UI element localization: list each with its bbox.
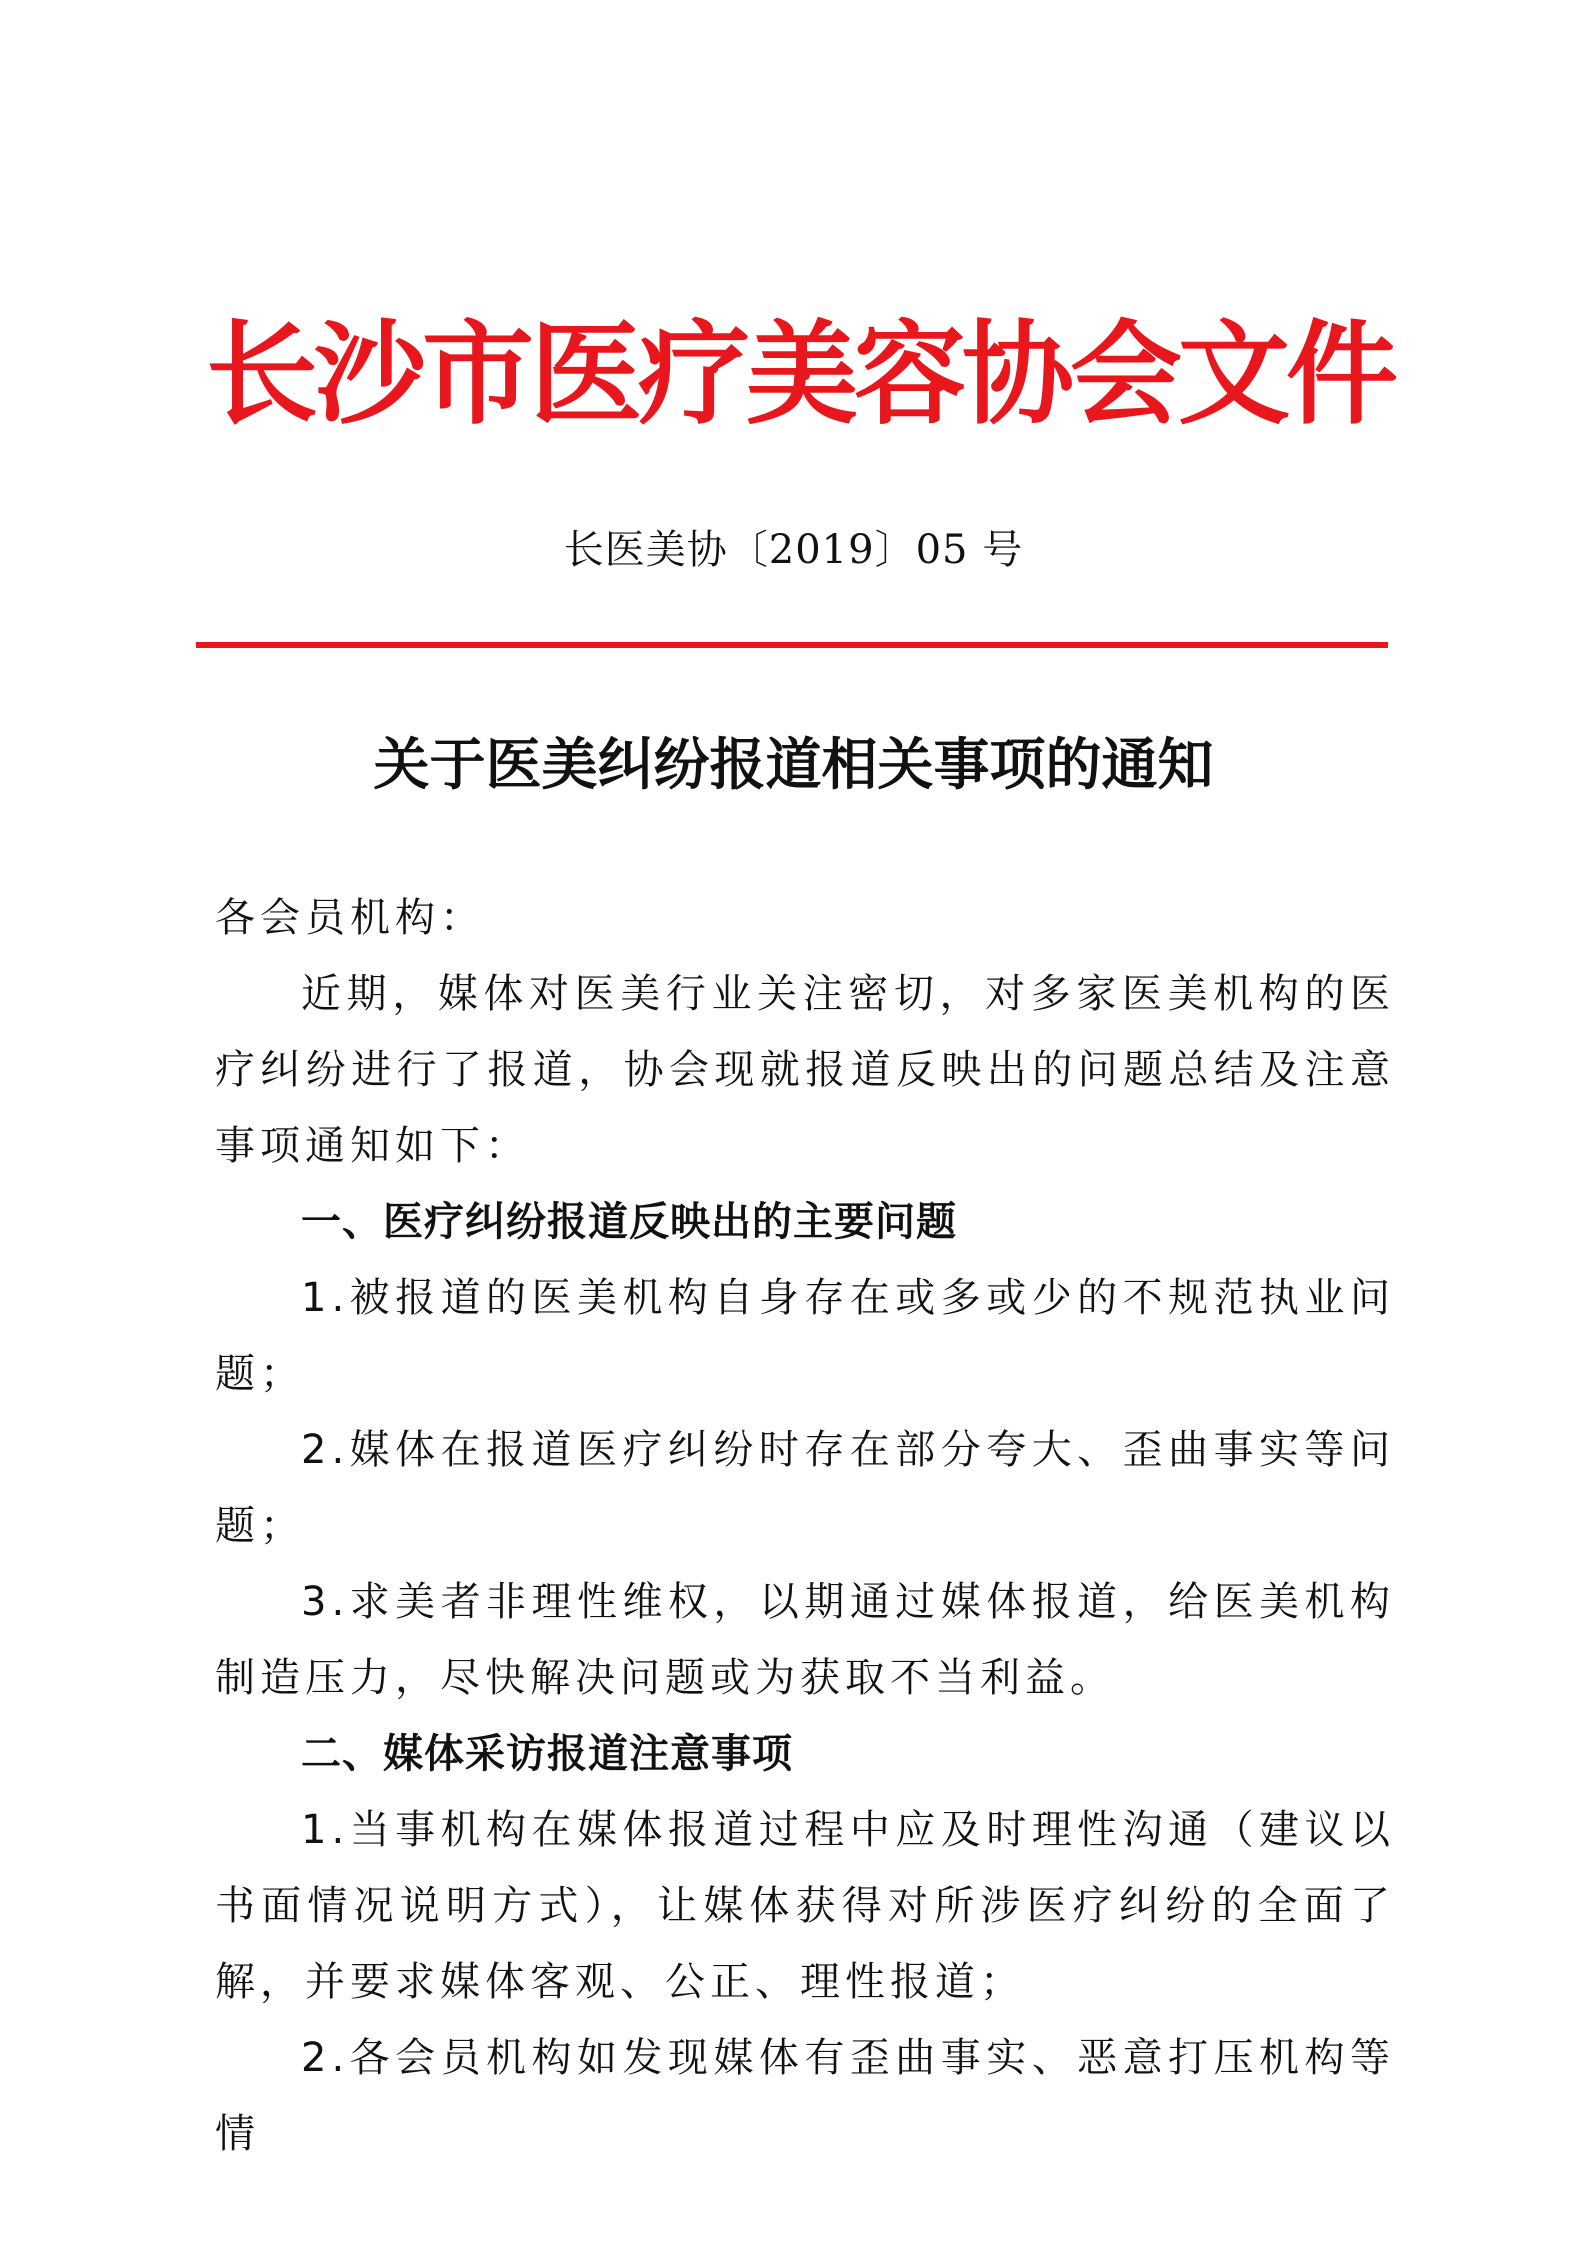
list-item: 1.被报道的医美机构自身存在或多或少的不规范执业问题； xyxy=(215,1275,1395,1397)
document-body xyxy=(215,880,1395,2172)
section-heading-2: 二、媒体采访报道注意事项 xyxy=(301,1731,793,1777)
intro-paragraph: 近期，媒体对医美行业关注密切，对多家医美机构的医疗纠纷进行了报道，协会现就报道反映出的问题总结及注意事项通知如下： xyxy=(215,971,1395,1169)
header-divider xyxy=(196,642,1388,648)
document-title: 关于医美纠纷报道相关事项的通知 xyxy=(373,732,1214,798)
organization-header: 长沙市医疗美容协会文件 xyxy=(206,309,1394,440)
list-item: 3.求美者非理性维权，以期通过媒体报道，给医美机构制造压力，尽快解决问题或为获取不当利益。 xyxy=(215,1579,1395,1701)
salutation: 各会员机构： xyxy=(215,895,485,941)
section-heading-1: 一、医疗纠纷报道反映出的主要问题 xyxy=(301,1199,957,1245)
list-item: 2.媒体在报道医疗纠纷时存在部分夸大、歪曲事实等问题； xyxy=(215,1427,1395,1549)
list-item: 1.当事机构在媒体报道过程中应及时理性沟通（建议以书面情况说明方式），让媒体获得对所涉医疗纠纷的全面了解，并要求媒体客观、公正、理性报道； xyxy=(215,1807,1395,2005)
list-item: 2.各会员机构如发现媒体有歪曲事实、恶意打压机构等情 xyxy=(215,2035,1395,2157)
document-number: 长医美协〔2019〕05 号 xyxy=(563,527,1024,573)
